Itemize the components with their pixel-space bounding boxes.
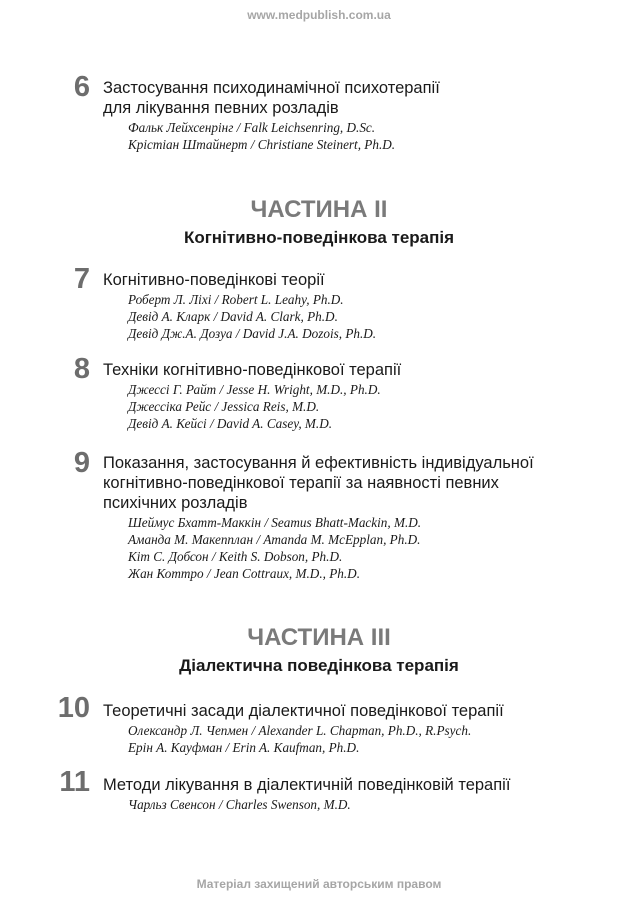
author-entry: Чарльз Свенсон / Charles Swenson, M.D. — [128, 797, 351, 812]
chapter-number: 6 — [73, 71, 90, 103]
author-entry: Девід А. Кейсі / David A. Casey, M.D. — [128, 416, 333, 431]
chapter-title-line: когнітивно-поведінкової терапії за наявності певних — [103, 474, 499, 492]
part-heading — [0, 196, 638, 249]
author-list — [103, 291, 623, 342]
author-entry: Олександр Л. Чепмен / Alexander L. Chapman, Ph.D., R.Psych. — [128, 723, 472, 738]
chapter-title-line: для лікування певних розладів — [103, 99, 339, 117]
chapter-title-line: Теоретичні засади діалектичної поведінкової терапії — [103, 702, 504, 720]
author-entry: Роберт Л. Ліхі / Robert L. Leahy, Ph.D. — [128, 292, 344, 307]
author-entry: Фальк Лейхсенрінг / Falk Leichsenring, D.Sc. — [128, 120, 376, 135]
author-entry: Крістіан Штайнерт / Christiane Steinert, Ph.D. — [128, 137, 396, 152]
author-list — [103, 381, 623, 432]
author-list — [103, 514, 623, 582]
author-entry: Девід А. Кларк / David A. Clark, Ph.D. — [128, 309, 338, 324]
author-entry: Джессі Г. Райт / Jesse H. Wright, M.D., Ph.D. — [128, 382, 381, 397]
chapter-number: 7 — [73, 263, 90, 295]
chapter-title-line: Когнітивно-поведінкові теорії — [103, 271, 325, 289]
author-list — [103, 119, 623, 153]
author-entry: Девід Дж.А. Дозуа / David J.A. Dozois, Ph.D. — [128, 326, 377, 341]
author-list — [103, 722, 623, 756]
part-label: ЧАСТИНА II — [250, 196, 388, 223]
part-title: Діалектична поведінкова терапія — [179, 656, 459, 675]
chapter-title-line: психічних розладів — [103, 494, 248, 512]
chapter-title-line: Застосування психодинамічної психотерапії — [103, 79, 440, 97]
part-label: ЧАСТИНА III — [247, 624, 391, 651]
chapter-title-line: Показання, застосування й ефективність індивідуальної — [103, 454, 534, 472]
chapter-number: 11 — [59, 766, 90, 798]
chapter-title-line: Техніки когнітивно-поведінкової терапії — [103, 361, 402, 379]
author-list — [103, 796, 623, 813]
chapter-number: 10 — [57, 692, 90, 724]
header-url: www.medpublish.com.ua — [247, 8, 391, 22]
part-title: Когнітивно-поведінкова терапія — [183, 228, 455, 247]
author-entry: Кіт С. Добсон / Keith S. Dobson, Ph.D. — [128, 549, 343, 564]
chapter-number: 9 — [73, 447, 90, 479]
author-entry: Ерін А. Кауфман / Erin A. Kaufman, Ph.D. — [128, 740, 360, 755]
author-entry: Аманда М. Макепплан / Amanda M. McEpplan, Ph.D. — [128, 532, 421, 547]
part-heading — [0, 624, 638, 677]
author-entry: Джессіка Рейс / Jessica Reis, M.D. — [128, 399, 320, 414]
chapter-number: 8 — [73, 353, 90, 385]
chapter-title-line: Методи лікування в діалектичній поведінковій терапії — [103, 776, 511, 794]
author-entry: Жан Коттро / Jean Cottraux, M.D., Ph.D. — [128, 566, 360, 581]
copyright-notice: Матеріал захищений авторським правом — [196, 877, 442, 891]
author-entry: Шеймус Бхатт-Маккін / Seamus Bhatt-Mackin, M.D. — [128, 515, 422, 530]
